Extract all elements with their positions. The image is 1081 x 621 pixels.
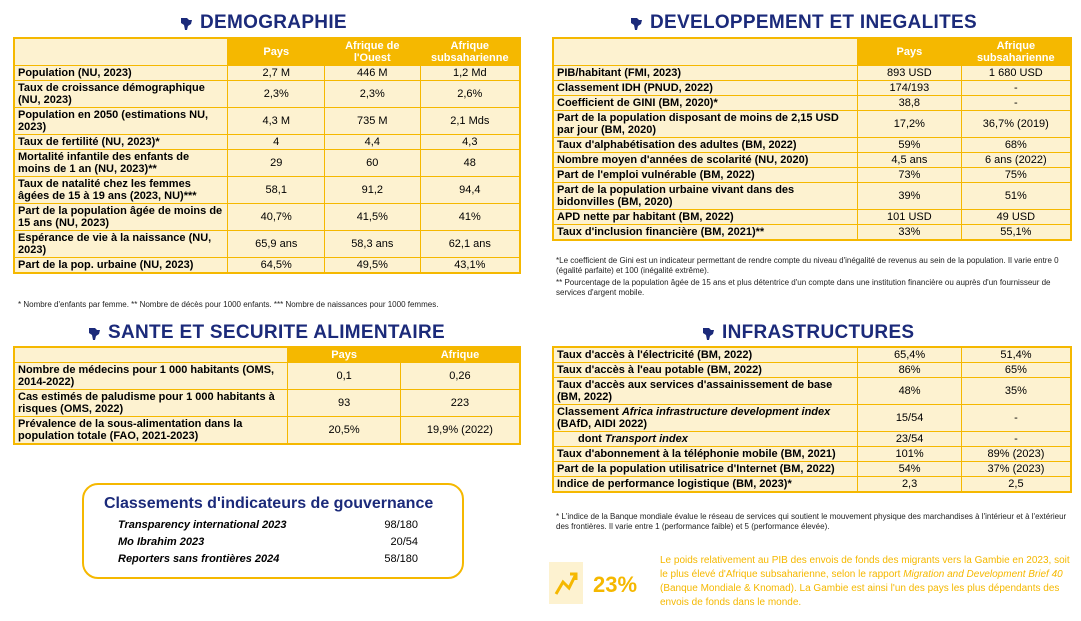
gouvernance-label: Mo Ibrahim 2023: [118, 536, 205, 548]
row-value: 19,9% (2022): [400, 417, 520, 445]
row-value: 4,3 M: [228, 108, 325, 135]
row-value: 2,7 M: [228, 66, 325, 81]
demographie-note: * Nombre d'enfants par femme. ** Nombre de décès pour 1000 enfants. *** Nombre de naissances pour 1000 femmes.: [18, 300, 439, 309]
row-value: -: [961, 405, 1071, 432]
gouvernance-row: [118, 519, 418, 531]
row-value: -: [961, 96, 1071, 111]
header-blank: [14, 38, 228, 66]
row-value: 0,26: [400, 363, 520, 390]
developpement-title-text: DEVELOPPEMENT ET INEGALITES: [650, 12, 977, 33]
table-row: [553, 81, 1071, 96]
row-label: Taux d'inclusion financière (BM, 2021)**: [553, 225, 858, 241]
header-cell: Pays: [858, 38, 962, 66]
row-value: 174/193: [858, 81, 962, 96]
row-label: Classement IDH (PNUD, 2022): [553, 81, 858, 96]
table-row: [553, 153, 1071, 168]
row-label: Prévalence de la sous-alimentation dans la population totale (FAO, 2021-2023): [14, 417, 288, 445]
row-label: Taux d'accès à l'électricité (BM, 2022): [553, 347, 858, 363]
header-cell: Pays: [288, 347, 401, 363]
row-value: 48%: [858, 378, 962, 405]
sante-title-text: SANTE ET SECURITE ALIMENTAIRE: [108, 322, 445, 343]
stat-text-source: Migration and Development Brief 40: [903, 569, 1063, 580]
row-label: Nombre de médecins pour 1 000 habitants (OMS, 2014-2022): [14, 363, 288, 390]
row-value: 893 USD: [858, 66, 962, 81]
row-value: 75%: [961, 168, 1071, 183]
table-header: [14, 347, 520, 363]
demographie-table: [13, 37, 521, 274]
header-cell: Afrique subsaharienne: [420, 38, 520, 66]
row-label: Taux d'abonnement à la téléphonie mobile (BM, 2021): [553, 447, 858, 462]
row-label: [553, 432, 858, 447]
sante-table: [13, 346, 521, 445]
table-row: [553, 183, 1071, 210]
developpement-note-2: ** Pourcentage de la population âgée de 15 ans et plus détentrice d'un compte dans une institution financière ou auprès d'un fournisseur de services d'argent mobile.: [556, 278, 1051, 297]
developpement-title: [628, 12, 977, 34]
row-value: 41%: [420, 204, 520, 231]
row-value: 94,4: [420, 177, 520, 204]
row-value: 37% (2023): [961, 462, 1071, 477]
row-label: Part de l'emploi vulnérable (BM, 2022): [553, 168, 858, 183]
infrastructures-title: [700, 322, 914, 344]
table-row: [553, 96, 1071, 111]
table-row: [553, 138, 1071, 153]
row-value: 2,6%: [420, 81, 520, 108]
infrastructures-title-text: INFRASTRUCTURES: [722, 322, 915, 343]
table-row: [553, 432, 1071, 447]
row-label: Nombre moyen d'années de scolarité (NU, 2020): [553, 153, 858, 168]
row-value: 735 M: [325, 108, 421, 135]
row-label: Part de la population urbaine vivant dans des bidonvilles (BM, 2020): [553, 183, 858, 210]
row-value: 20,5%: [288, 417, 401, 445]
table-header: [14, 38, 520, 66]
row-value: 39%: [858, 183, 962, 210]
row-value: 58,3 ans: [325, 231, 421, 258]
row-value: 43,1%: [420, 258, 520, 274]
infrastructures-table: [552, 346, 1072, 493]
row-label: APD nette par habitant (BM, 2022): [553, 210, 858, 225]
row-value: 29: [228, 150, 325, 177]
gouvernance-row: [118, 536, 418, 548]
row-value: 49 USD: [961, 210, 1071, 225]
row-value: 1,2 Md: [420, 66, 520, 81]
africa-map-icon: [178, 15, 194, 31]
row-value: 35%: [961, 378, 1071, 405]
row-value: 4,5 ans: [858, 153, 962, 168]
row-label: Part de la population utilisatrice d'Internet (BM, 2022): [553, 462, 858, 477]
demographie-title: [178, 12, 347, 34]
row-label: Coefficient de GINI (BM, 2020)*: [553, 96, 858, 111]
demographie-title-text: DEMOGRAPHIE: [200, 12, 347, 33]
row-value: 4,4: [325, 135, 421, 150]
row-value: 2,1 Mds: [420, 108, 520, 135]
row-value: 101 USD: [858, 210, 962, 225]
header-cell: Afrique: [400, 347, 520, 363]
row-label: Taux d'alphabétisation des adultes (BM, 2022): [553, 138, 858, 153]
row-label-part: dont: [578, 433, 605, 445]
header-cell: Afrique subsaharienne: [961, 38, 1071, 66]
table-row: [14, 150, 520, 177]
row-value: 65,4%: [858, 347, 962, 363]
table-row: [14, 258, 520, 274]
row-value: 65,9 ans: [228, 231, 325, 258]
stat-text-a: Le poids relativement au PIB des envois de fonds des migrants vers la Gambie en 2023, soit le plus élevé d'Afrique subsaharienne, selon le rapport: [660, 555, 1070, 580]
row-value: 48: [420, 150, 520, 177]
row-label: Cas estimés de paludisme pour 1 000 habitants à risques (OMS, 2022): [14, 390, 288, 417]
header-cell: Pays: [228, 38, 325, 66]
stat-text-c: (Banque Mondiale & Knomad). La Gambie est ainsi l'un des pays les plus dépendants des envois de fonds dans le monde.: [660, 583, 1060, 608]
table-row: [553, 378, 1071, 405]
row-label: Population (NU, 2023): [14, 66, 228, 81]
table-row: [553, 210, 1071, 225]
row-label-part: (BAfD, AIDI 2022): [557, 418, 648, 430]
row-label: Taux de fertilité (NU, 2023)*: [14, 135, 228, 150]
row-value: 4: [228, 135, 325, 150]
table-row: [14, 177, 520, 204]
row-value: 58,1: [228, 177, 325, 204]
developpement-table: [552, 37, 1072, 241]
gouvernance-row: [118, 553, 418, 565]
row-value: 0,1: [288, 363, 401, 390]
row-value: 17,2%: [858, 111, 962, 138]
table-row: [14, 66, 520, 81]
row-value: 62,1 ans: [420, 231, 520, 258]
row-label: Taux d'accès à l'eau potable (BM, 2022): [553, 363, 858, 378]
stat-text: [660, 554, 1078, 610]
gouvernance-value: 58/180: [384, 553, 418, 565]
row-value: -: [961, 432, 1071, 447]
row-label: Taux d'accès aux services d'assainissement de base (BM, 2022): [553, 378, 858, 405]
gouvernance-label: Reporters sans frontières 2024: [118, 553, 280, 565]
row-value: 4,3: [420, 135, 520, 150]
africa-map-icon: [700, 325, 716, 341]
gouvernance-value: 20/54: [390, 536, 418, 548]
gouvernance-value: 98/180: [384, 519, 418, 531]
table-row: [553, 66, 1071, 81]
row-value: 446 M: [325, 66, 421, 81]
row-value: 51%: [961, 183, 1071, 210]
row-value: 60: [325, 150, 421, 177]
row-value: 23/54: [858, 432, 962, 447]
table-row: [14, 204, 520, 231]
row-value: 15/54: [858, 405, 962, 432]
gouvernance-label: Transparency international 2023: [118, 519, 287, 531]
table-row: [553, 363, 1071, 378]
row-value: 2,3: [858, 477, 962, 493]
row-value: 101%: [858, 447, 962, 462]
infrastructures-note: * L'indice de la Banque mondiale évalue le réseau de services qui soutient le mouvement physique des marchandises à l'intérieur et à l'extérieur des frontières. Il varie entre 1 (performance faible) et 5 (performance élevée).: [556, 512, 1067, 531]
row-value: 41,5%: [325, 204, 421, 231]
row-value: 65%: [961, 363, 1071, 378]
row-value: 89% (2023): [961, 447, 1071, 462]
table-row: [553, 462, 1071, 477]
table-row: [14, 108, 520, 135]
row-value: 33%: [858, 225, 962, 241]
table-row: [553, 225, 1071, 241]
row-value: 40,7%: [228, 204, 325, 231]
row-label: Taux de croissance démographique (NU, 2023): [14, 81, 228, 108]
table-row: [14, 231, 520, 258]
table-row: [553, 347, 1071, 363]
gouvernance-title: Classements d'indicateurs de gouvernance: [104, 495, 434, 512]
row-label: PIB/habitant (FMI, 2023): [553, 66, 858, 81]
row-value: 36,7% (2019): [961, 111, 1071, 138]
developpement-note-1: *Le coefficient de Gini est un indicateur permettant de rendre compte du niveau d'inégalité de revenus au sein de la population. Il varie entre 0 (égalité parfaite) et 100 (inégalité extrême).: [556, 256, 1059, 275]
table-row: [553, 111, 1071, 138]
africa-map-icon: [628, 15, 644, 31]
row-label-part: Classement: [557, 406, 622, 418]
row-value: 55,1%: [961, 225, 1071, 241]
table-row: [14, 390, 520, 417]
row-value: 68%: [961, 138, 1071, 153]
table-row: [553, 477, 1071, 493]
row-label: Part de la population disposant de moins de 2,15 USD par jour (BM, 2020): [553, 111, 858, 138]
table-row: [14, 417, 520, 445]
row-value: 93: [288, 390, 401, 417]
stat-value: 23%: [593, 572, 638, 597]
row-value: -: [961, 81, 1071, 96]
row-value: 2,3%: [228, 81, 325, 108]
header-cell: Afrique de l'Ouest: [325, 38, 421, 66]
row-value: 1 680 USD: [961, 66, 1071, 81]
row-label: Espérance de vie à la naissance (NU, 2023): [14, 231, 228, 258]
table-row: [14, 135, 520, 150]
row-value: 38,8: [858, 96, 962, 111]
row-value: 91,2: [325, 177, 421, 204]
row-label: [553, 405, 858, 432]
table-row: [14, 81, 520, 108]
stat-icon-box: [549, 562, 583, 604]
row-value: 54%: [858, 462, 962, 477]
row-label: Taux de natalité chez les femmes âgées de 15 à 19 ans (2023, NU)***: [14, 177, 228, 204]
header-blank: [553, 38, 858, 66]
row-value: 223: [400, 390, 520, 417]
table-row: [14, 363, 520, 390]
row-label-part: Africa infrastructure development index: [621, 406, 831, 418]
row-value: 51,4%: [961, 347, 1071, 363]
row-label-part: Transport index: [604, 433, 688, 445]
gouvernance-box: [82, 483, 464, 579]
row-value: 49,5%: [325, 258, 421, 274]
row-label: Population en 2050 (estimations NU, 2023): [14, 108, 228, 135]
row-value: 2,3%: [325, 81, 421, 108]
table-header: [553, 38, 1071, 66]
row-label: Part de la pop. urbaine (NU, 2023): [14, 258, 228, 274]
header-blank: [14, 347, 288, 363]
table-row: [553, 168, 1071, 183]
row-label: Mortalité infantile des enfants de moins de 1 an (NU, 2023)**: [14, 150, 228, 177]
africa-map-icon: [86, 325, 102, 341]
row-label: Part de la population âgée de moins de 15 ans (NU, 2023): [14, 204, 228, 231]
trend-up-icon: [549, 562, 583, 604]
row-value: 2,5: [961, 477, 1071, 493]
row-value: 6 ans (2022): [961, 153, 1071, 168]
row-value: 59%: [858, 138, 962, 153]
row-value: 73%: [858, 168, 962, 183]
row-value: 86%: [858, 363, 962, 378]
table-row: [553, 405, 1071, 432]
row-label: Indice de performance logistique (BM, 2023)*: [553, 477, 858, 493]
row-value: 64,5%: [228, 258, 325, 274]
table-row: [553, 447, 1071, 462]
sante-title: [86, 322, 445, 344]
